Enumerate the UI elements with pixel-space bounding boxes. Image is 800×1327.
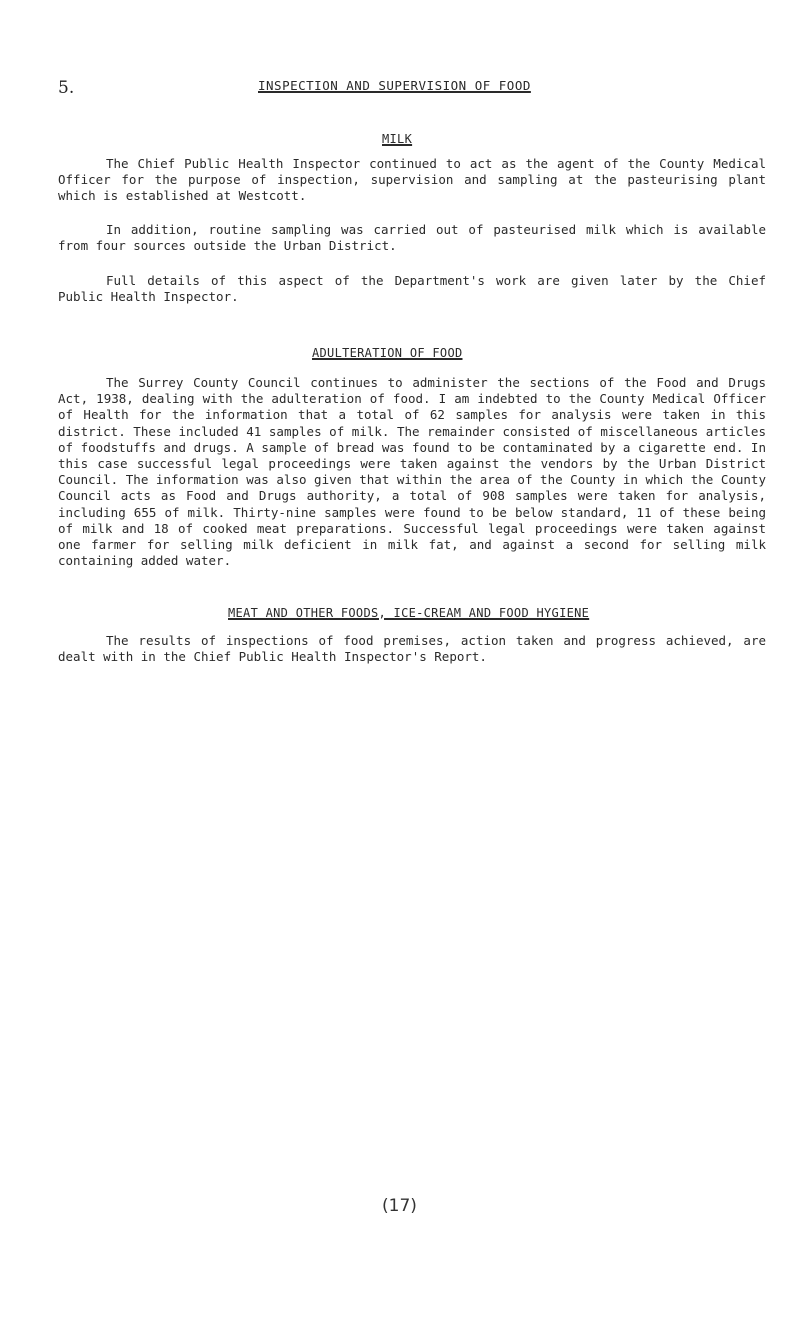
page-title: INSPECTION AND SUPERVISION OF FOOD <box>258 78 531 93</box>
milk-paragraph-3: Full details of this aspect of the Department's work are given later by the Chief Public Health Inspector. <box>58 273 766 305</box>
page-number-footer: (17) <box>382 1196 417 1216</box>
meat-paragraph: The results of inspections of food premises, action taken and progress achieved, are dealt with in the Chief Public Health Inspector's Report. <box>58 633 766 665</box>
milk-paragraph-1: The Chief Public Health Inspector continued to act as the agent of the County Medical Officer for the purpose of inspection, supervision and sampling at the pasteurising plant which is established at Westcott. <box>58 156 766 204</box>
page-marker: 5. <box>58 78 75 98</box>
adulteration-paragraph: The Surrey County Council continues to administer the sections of the Food and Drugs Act, 1938, dealing with the adulteration of food. I am indebted to the County Medical Officer of Health for the information that a total of 62 samples for analysis were taken in this district. These included 41 samples of milk. The remainder consisted of miscellaneous articles of foodstuffs and drugs. A sample of bread was found to be contaminated by a cigarette end. In this case successful legal proceedings were taken against the vendors by the Urban District Council. The information was also given that within the area of the County in which the County Council acts as Food and Drugs authority, a total of 908 samples were taken for analysis, including 655 of milk. Thirty-nine samples were found to be below standard, 11 of these being of milk and 18 of cooked meat preparations. Successful legal proceedings were taken against one farmer for selling milk deficient in milk fat, and against a second for selling milk containing added water. <box>58 375 766 569</box>
milk-heading: MILK <box>382 132 413 146</box>
milk-paragraph-2: In addition, routine sampling was carried out of pasteurised milk which is available from four sources outside the Urban District. <box>58 222 766 254</box>
adulteration-heading: ADULTERATION OF FOOD <box>312 346 463 360</box>
meat-heading: MEAT AND OTHER FOODS, ICE-CREAM AND FOOD HYGIENE <box>228 606 590 620</box>
